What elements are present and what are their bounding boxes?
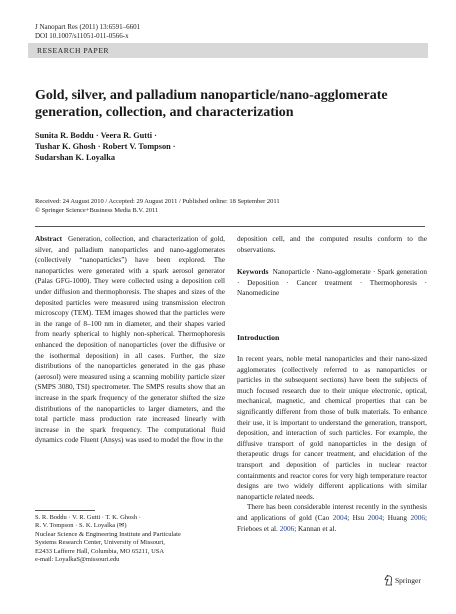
- abstract-paragraph: [35, 234, 225, 446]
- intro-text-segment: ; Hsu: [347, 513, 368, 522]
- intro-text-segment: ; Huang: [382, 513, 411, 522]
- abstract-label: Abstract: [35, 235, 62, 243]
- article-title: Gold, silver, and palladium nanoparticle/nano-agglomerate generation, collection, and characterization: [35, 88, 388, 120]
- abstract-continuation: deposition cell, and the computed results conform to the observations.: [237, 235, 427, 254]
- received-dates: Received: 24 August 2010 / Accepted: 29 August 2011 / Published online: 18 September 2011: [35, 198, 280, 205]
- intro-paragraph-2: [237, 502, 427, 534]
- citation-link[interactable]: 2004: [332, 513, 348, 522]
- footnote-divider: [35, 510, 95, 511]
- citation-link[interactable]: 2006: [279, 524, 295, 533]
- journal-citation: J Nanopart Res (2011) 13:6591–6601: [35, 23, 141, 31]
- footnote-line-5: E2433 Lafferre Hall, Columbia, MO 65211, USA: [35, 547, 165, 555]
- section-label: RESEARCH PAPER: [37, 46, 110, 55]
- copyright-notice: © Springer Science+Business Media B.V. 2011: [35, 207, 159, 214]
- publisher-logo: [384, 575, 421, 586]
- keywords-label: Keywords: [237, 268, 269, 277]
- author-affiliation-footnote: [35, 514, 225, 564]
- footnote-line-1: S. R. Boddu · V. R. Gutti · T. K. Ghosh ·: [35, 514, 141, 521]
- intro-text-segment: ; Frieboes et al.: [237, 513, 428, 533]
- footnote-line-2: R. V. Tompson · S. K. Loyalka (✉): [35, 522, 127, 530]
- section-band: [28, 43, 428, 58]
- publisher-name: Springer: [395, 576, 421, 585]
- footnote-email[interactable]: e-mail: LoyalkaS@missouri.edu: [35, 556, 120, 564]
- footnote-line-3: Nuclear Science & Engineering Institute and Particulate: [35, 530, 181, 538]
- right-column-top: [237, 234, 427, 299]
- keywords-text: Nanoparticle · Nano-agglomerate · Spark generation · Deposition · Cancer treatment · Thermophoresis · Nanomedicine: [237, 268, 428, 298]
- abstract-column: [35, 234, 225, 446]
- introduction-heading: Introduction: [237, 333, 280, 342]
- footnote-line-4: Systems Research Center, University of Missouri,: [35, 539, 165, 547]
- keywords-paragraph: [237, 267, 427, 299]
- authors-line-2: Tushar K. Ghosh · Robert V. Tompson ·: [35, 142, 176, 151]
- journal-header: [35, 23, 140, 41]
- intro-paragraph-1: In recent years, noble metal nanoparticles and their nano-sized agglomerates (collectively referred to as nanoparticles or particles in the subsequent sections) have been the subjects of much focused research due to their unique electronic, optical, mechanical, magnetic, and chemical properties that can be significantly different from those of bulk materials. To enhance their use, it is important to understand the generation, transport, deposition, and interaction of such particles. For example, the diffusive transport of gold nanoparticles in the design of therapeutic drugs for cancer treatment, and elucidation of the transport and deposition of particles in nuclear reactor containments and reactor cores for very high temperature reactor designs are two widely different applications with similar nanoparticle related needs.: [237, 355, 427, 501]
- abstract-text: Generation, collection, and characterization of gold, silver, and palladium nanoparticles and nano-agglomerates (collectively “nanoparticles”) have been explored. The nanoparticles were generated with a spark aerosol generator (Palas GFG-1000). They were collected using a deposition cell under diffusion and thermophoresis. The shapes and sizes of the deposited particles were measured using transmission electron microscopy (TEM). TEM images showed that the particles were in the range of 8–100 nm in diameter, and their shapes varied from nearly spherical to highly non-spherical. Thermophoresis enhanced the deposition of nanoparticles (over the diffusive or the isothermal deposition) in all cases. Further, the size distributions of the nanoparticles generated in the gas phase (aerosol) were measured using a scanning mobility particle sizer (SMPS 3080, TSI) spectrometer. The SMPS results show that an increase in the spark frequency of the generator shifted the size distributions of the nanoparticles to larger diameters, and the total particle mass production rate increased linearly with increase in the spark frequency. The computational fluid dynamics code Fluent (Ansys) was used to model the flow in the: [35, 235, 225, 445]
- introduction-body: [237, 354, 427, 534]
- authors-line-1: Sunita R. Boddu · Veera R. Gutti ·: [35, 131, 157, 140]
- citation-link[interactable]: 2006: [410, 513, 425, 522]
- authors-line-3: Sudarshan K. Loyalka: [35, 153, 116, 162]
- citation-link[interactable]: 2004: [367, 513, 383, 522]
- author-list: [35, 130, 375, 163]
- intro-text-segment: There has been considerable interest recently in the synthesis and applications of gold (Cao: [237, 503, 427, 522]
- springer-chess-knight-icon: [384, 575, 393, 586]
- article-doi[interactable]: DOI 10.1007/s11051-011-0566-x: [35, 32, 129, 40]
- header-divider: [35, 226, 425, 227]
- intro-text-segment: ; Kannan et al.: [294, 524, 337, 533]
